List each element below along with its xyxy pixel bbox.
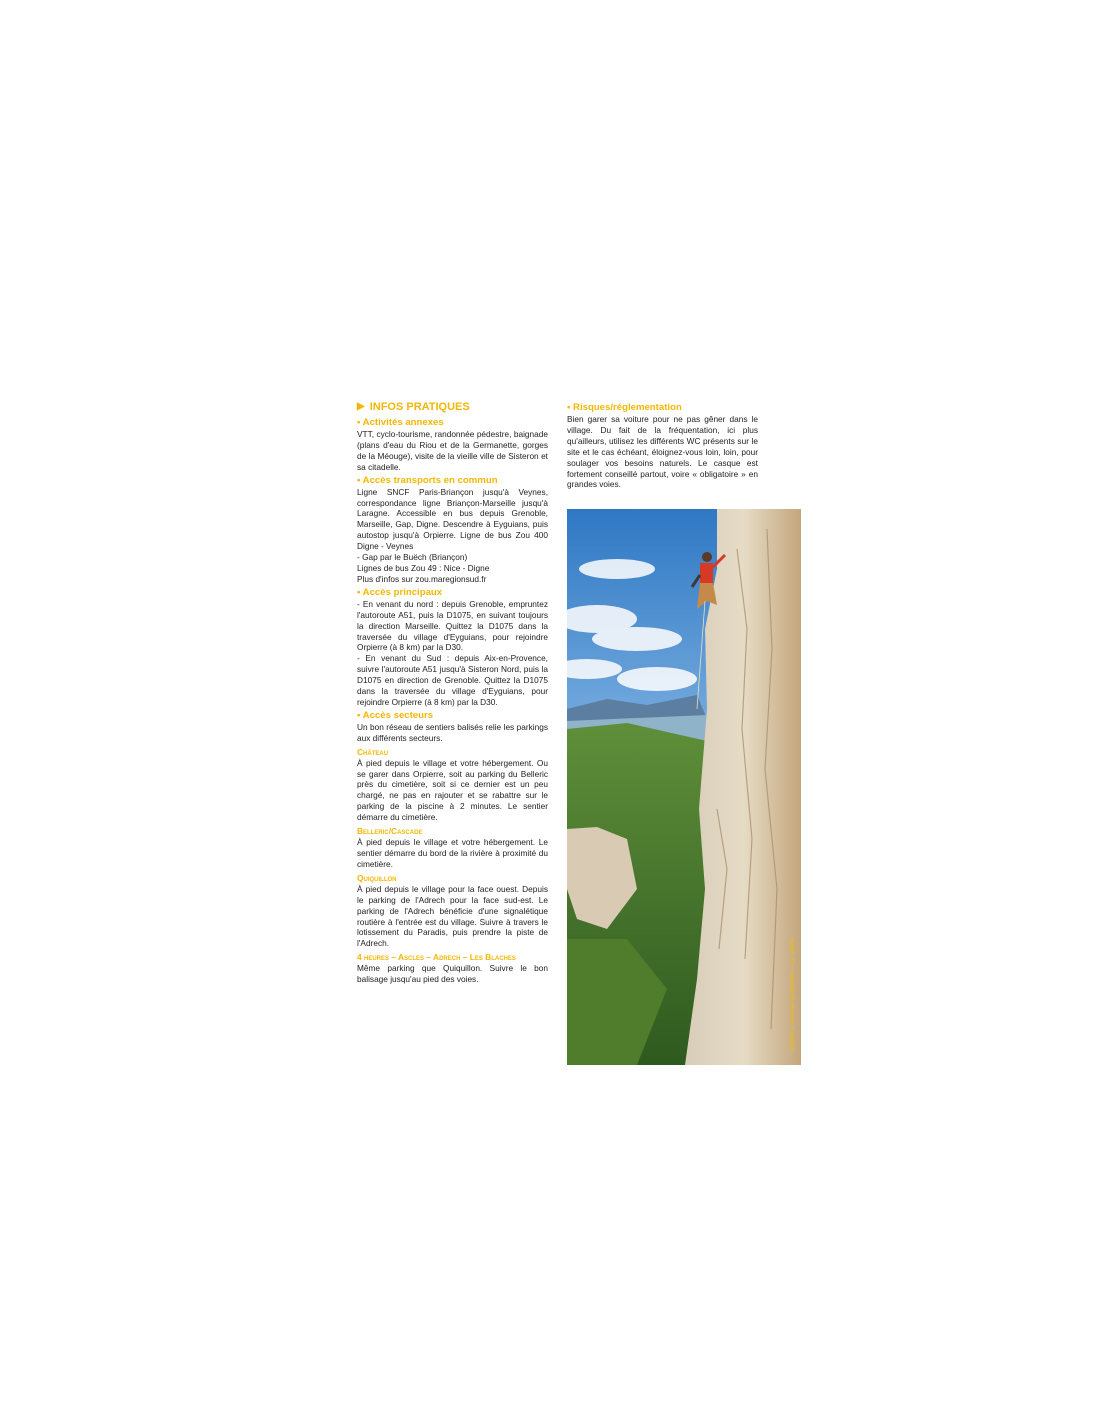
- chateau-text: À pied depuis le village et votre hébergement. Ou se garer dans Orpierre, soit au parking du Belleric près du cimetière, soit si ce dernier est un peu chargé, ne pas en rajouter et se rabattre sur le parking de la piscine à 2 minutes. Le sentier démarre du cimetière.: [357, 757, 548, 823]
- belleric-section: [357, 826, 548, 870]
- transports-line: - Gap par le Buëch (Briançon): [357, 552, 468, 563]
- quiquillon-heading: Quiquillon: [357, 872, 397, 883]
- chateau-heading: Château: [357, 746, 389, 757]
- principaux-section: [357, 587, 548, 708]
- principaux-heading: • Accès principaux: [357, 586, 443, 598]
- climbing-photo-illustration: [567, 509, 801, 1065]
- transports-section: [357, 475, 548, 585]
- section-title-text: INFOS PRATIQUES: [369, 401, 470, 413]
- triangle-right-icon: ▶: [357, 401, 365, 412]
- quatre-heures-heading: 4 heures – Ascles – Adrech – Les Blaches: [357, 952, 516, 963]
- section-title: [357, 400, 548, 414]
- quatre-heures-text: Même parking que Quiquillon. Suivre le bon balisage jusqu'au pied des voies.: [357, 963, 548, 985]
- secteurs-section: [357, 710, 548, 744]
- secteurs-text: Un bon réseau de sentiers balisés relie les parkings aux différents secteurs.: [357, 721, 548, 743]
- right-column: [567, 400, 758, 492]
- chateau-section: [357, 747, 548, 823]
- activites-text: VTT, cyclo-tourisme, randonnée pédestre, baignade (plans d'eau du Riou et de la Germanette, gorges de la Méouge), visite de la vieille ville de Sisteron et sa citadelle.: [357, 429, 548, 472]
- left-column: [357, 400, 548, 987]
- transports-text: Ligne SNCF Paris-Briançon jusqu'à Veynes, correspondance ligne Briançon-Marseille jusqu'à Laragne. Accessible en bus depuis Grenoble, Marseille, Gap, Digne. Descendre à Eyguians, puis autostop jusqu'à Orpierre. Ligne de bus Zou 400 Digne - Veynes: [357, 486, 548, 552]
- transports-heading: • Accès transports en commun: [357, 474, 498, 486]
- transports-line: Lignes de bus Zou 49 : Nice - Digne: [357, 562, 490, 573]
- quiquillon-section: [357, 873, 548, 949]
- climbing-photo: [567, 509, 801, 1065]
- activites-heading: • Activités annexes: [357, 417, 444, 428]
- risques-heading: • Risques/réglementation: [567, 402, 682, 413]
- transports-link[interactable]: Plus d'infos sur zou.maregionsud.fr: [357, 573, 487, 584]
- principaux-text-nord: - En venant du nord : depuis Grenoble, empruntez l'autoroute A51, puis la D1075, en suivant toujours la direction Marseille. Quittez la D1075 dans la traversée du village d'Eyguians, pour rejoindre Orpierre (à 8 km) par la D30.: [357, 598, 548, 653]
- quiquillon-text: À pied depuis le village pour la face ouest. Depuis le parking de l'Adrech pour la face sud-est. Le parking de l'Adrech bénéficie d'une signalétique routière à l'entrée est du village. Suivre à travers le lotissement du Paradis, puis prendre la piste de l'Adrech.: [357, 883, 548, 949]
- secteurs-heading: • Accès secteurs: [357, 709, 434, 721]
- risques-text: Bien garer sa voiture pour ne pas gêner dans le village. Du fait de la fréquentation, ici plus qu'ailleurs, utilisez les différents WC présents sur le site et le cas échéant, éloignez-vous loin, loin, pour soulager vos besoins naturels. Le casque est fortement conseillé partout, voire « obligatoire » en grandes voies.: [567, 414, 758, 490]
- photo-credit: Orpierre, secteur Quiquillon — © photo: [790, 938, 796, 1051]
- quatre-heures-section: [357, 952, 548, 985]
- belleric-text: À pied depuis le village et votre hébergement. Le sentier démarre du bord de la rivière à proximité du cimetière.: [357, 837, 548, 869]
- activites-section: [357, 417, 548, 473]
- principaux-text-sud: - En venant du Sud : depuis Aix-en-Provence, suivre l'autoroute A51 jusqu'à Sisteron Nord, puis la D1075 en direction de Grenoble. Quittez la D1075 dans la traversée du village d'Eyguians, pour rejoindre Orpierre (à 8 km) par la D30.: [357, 653, 548, 707]
- risques-section: [567, 402, 758, 490]
- belleric-heading: Belleric/Cascade: [357, 826, 423, 837]
